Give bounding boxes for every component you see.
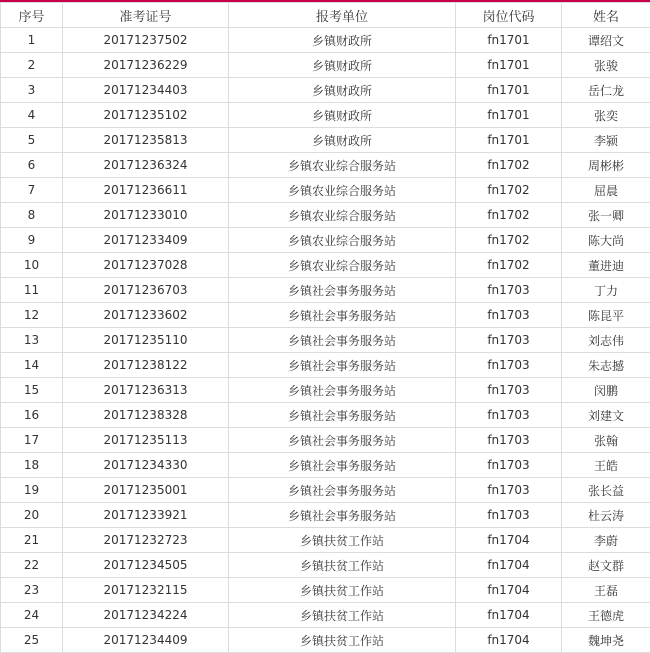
cell-unit: 乡镇社会事务服务站 (229, 278, 456, 303)
cell-seq: 13 (1, 328, 63, 353)
cell-ticket-number: 20171235102 (63, 103, 229, 128)
cell-ticket-number: 20171232723 (63, 528, 229, 553)
cell-ticket-number: 20171233010 (63, 203, 229, 228)
cell-seq: 25 (1, 628, 63, 653)
cell-position-code: fn1703 (456, 478, 562, 503)
cell-seq: 12 (1, 303, 63, 328)
cell-unit: 乡镇社会事务服务站 (229, 503, 456, 528)
cell-seq: 8 (1, 203, 63, 228)
cell-unit: 乡镇扶贫工作站 (229, 578, 456, 603)
cell-position-code: fn1702 (456, 153, 562, 178)
cell-name: 闵鹏 (562, 378, 650, 403)
cell-position-code: fn1701 (456, 128, 562, 153)
cell-ticket-number: 20171236703 (63, 278, 229, 303)
cell-unit: 乡镇社会事务服务站 (229, 428, 456, 453)
cell-position-code: fn1703 (456, 503, 562, 528)
cell-ticket-number: 20171234403 (63, 78, 229, 103)
cell-position-code: fn1702 (456, 253, 562, 278)
cell-seq: 2 (1, 53, 63, 78)
table-row (1, 378, 650, 403)
table-row (1, 278, 650, 303)
table-row (1, 328, 650, 353)
cell-ticket-number: 20171236313 (63, 378, 229, 403)
cell-ticket-number: 20171238328 (63, 403, 229, 428)
cell-ticket-number: 20171234505 (63, 553, 229, 578)
cell-unit: 乡镇财政所 (229, 128, 456, 153)
cell-position-code: fn1703 (456, 453, 562, 478)
column-header-name: 姓名 (562, 3, 650, 28)
cell-unit: 乡镇社会事务服务站 (229, 378, 456, 403)
table-body (1, 28, 650, 653)
table-header (1, 3, 650, 28)
cell-ticket-number: 20171234330 (63, 453, 229, 478)
cell-unit: 乡镇农业综合服务站 (229, 253, 456, 278)
cell-position-code: fn1704 (456, 553, 562, 578)
cell-name: 杜云涛 (562, 503, 650, 528)
cell-name: 张骏 (562, 53, 650, 78)
table-row (1, 128, 650, 153)
cell-unit: 乡镇农业综合服务站 (229, 203, 456, 228)
cell-position-code: fn1704 (456, 528, 562, 553)
cell-unit: 乡镇财政所 (229, 28, 456, 53)
cell-name: 赵文群 (562, 553, 650, 578)
cell-name: 岳仁龙 (562, 78, 650, 103)
cell-name: 王德虎 (562, 603, 650, 628)
cell-position-code: fn1703 (456, 328, 562, 353)
cell-seq: 11 (1, 278, 63, 303)
cell-unit: 乡镇财政所 (229, 53, 456, 78)
table-row (1, 353, 650, 378)
column-header-seq: 序号 (1, 3, 63, 28)
cell-ticket-number: 20171237028 (63, 253, 229, 278)
table-row (1, 528, 650, 553)
cell-unit: 乡镇扶贫工作站 (229, 628, 456, 653)
cell-unit: 乡镇扶贫工作站 (229, 553, 456, 578)
cell-unit: 乡镇社会事务服务站 (229, 478, 456, 503)
cell-name: 朱志撼 (562, 353, 650, 378)
cell-name: 陈大尚 (562, 228, 650, 253)
cell-seq: 4 (1, 103, 63, 128)
cell-ticket-number: 20171237502 (63, 28, 229, 53)
cell-ticket-number: 20171234224 (63, 603, 229, 628)
table-row (1, 153, 650, 178)
cell-seq: 24 (1, 603, 63, 628)
table-row (1, 53, 650, 78)
cell-position-code: fn1702 (456, 203, 562, 228)
cell-unit: 乡镇农业综合服务站 (229, 228, 456, 253)
table-row (1, 253, 650, 278)
cell-name: 李颍 (562, 128, 650, 153)
cell-name: 王磊 (562, 578, 650, 603)
table-row (1, 578, 650, 603)
cell-unit: 乡镇社会事务服务站 (229, 353, 456, 378)
cell-name: 屈晨 (562, 178, 650, 203)
cell-position-code: fn1703 (456, 353, 562, 378)
admission-results-table (0, 2, 650, 653)
cell-unit: 乡镇社会事务服务站 (229, 453, 456, 478)
cell-seq: 17 (1, 428, 63, 453)
cell-ticket-number: 20171236324 (63, 153, 229, 178)
cell-unit: 乡镇扶贫工作站 (229, 603, 456, 628)
cell-position-code: fn1701 (456, 53, 562, 78)
cell-name: 李蔚 (562, 528, 650, 553)
table-row (1, 28, 650, 53)
table-row (1, 503, 650, 528)
table-row (1, 628, 650, 653)
cell-seq: 5 (1, 128, 63, 153)
table-row (1, 203, 650, 228)
cell-seq: 1 (1, 28, 63, 53)
cell-seq: 23 (1, 578, 63, 603)
cell-ticket-number: 20171233921 (63, 503, 229, 528)
cell-name: 刘建文 (562, 403, 650, 428)
cell-ticket-number: 20171232115 (63, 578, 229, 603)
table-row (1, 553, 650, 578)
cell-name: 张一卿 (562, 203, 650, 228)
cell-seq: 20 (1, 503, 63, 528)
cell-unit: 乡镇社会事务服务站 (229, 328, 456, 353)
cell-ticket-number: 20171234409 (63, 628, 229, 653)
column-header-ticket-number: 准考证号 (63, 3, 229, 28)
table-row (1, 403, 650, 428)
cell-name: 张长益 (562, 478, 650, 503)
cell-seq: 9 (1, 228, 63, 253)
cell-seq: 6 (1, 153, 63, 178)
cell-name: 张翰 (562, 428, 650, 453)
cell-ticket-number: 20171238122 (63, 353, 229, 378)
cell-name: 王皓 (562, 453, 650, 478)
cell-position-code: fn1703 (456, 403, 562, 428)
cell-seq: 14 (1, 353, 63, 378)
cell-name: 魏坤尧 (562, 628, 650, 653)
cell-name: 周彬彬 (562, 153, 650, 178)
cell-ticket-number: 20171233602 (63, 303, 229, 328)
table-row (1, 603, 650, 628)
cell-seq: 21 (1, 528, 63, 553)
cell-ticket-number: 20171235813 (63, 128, 229, 153)
column-header-unit: 报考单位 (229, 3, 456, 28)
cell-position-code: fn1703 (456, 303, 562, 328)
cell-unit: 乡镇财政所 (229, 103, 456, 128)
cell-position-code: fn1704 (456, 578, 562, 603)
cell-position-code: fn1701 (456, 103, 562, 128)
table-row (1, 428, 650, 453)
cell-name: 丁力 (562, 278, 650, 303)
cell-position-code: fn1703 (456, 278, 562, 303)
cell-position-code: fn1702 (456, 178, 562, 203)
column-header-position-code: 岗位代码 (456, 3, 562, 28)
cell-unit: 乡镇农业综合服务站 (229, 153, 456, 178)
table-row (1, 303, 650, 328)
cell-position-code: fn1704 (456, 603, 562, 628)
cell-ticket-number: 20171235113 (63, 428, 229, 453)
cell-seq: 7 (1, 178, 63, 203)
cell-seq: 16 (1, 403, 63, 428)
cell-name: 谭绍文 (562, 28, 650, 53)
cell-position-code: fn1702 (456, 228, 562, 253)
header-row (1, 3, 650, 28)
cell-unit: 乡镇社会事务服务站 (229, 303, 456, 328)
cell-name: 陈昆平 (562, 303, 650, 328)
cell-ticket-number: 20171235110 (63, 328, 229, 353)
cell-name: 董进迪 (562, 253, 650, 278)
table-row (1, 228, 650, 253)
cell-position-code: fn1704 (456, 628, 562, 653)
cell-position-code: fn1703 (456, 378, 562, 403)
cell-name: 刘志伟 (562, 328, 650, 353)
cell-seq: 19 (1, 478, 63, 503)
cell-seq: 15 (1, 378, 63, 403)
cell-ticket-number: 20171233409 (63, 228, 229, 253)
cell-position-code: fn1703 (456, 428, 562, 453)
cell-position-code: fn1701 (456, 28, 562, 53)
cell-ticket-number: 20171236611 (63, 178, 229, 203)
table-row (1, 178, 650, 203)
cell-seq: 10 (1, 253, 63, 278)
cell-seq: 3 (1, 78, 63, 103)
table-row (1, 478, 650, 503)
cell-unit: 乡镇农业综合服务站 (229, 178, 456, 203)
cell-unit: 乡镇扶贫工作站 (229, 528, 456, 553)
cell-position-code: fn1701 (456, 78, 562, 103)
cell-ticket-number: 20171235001 (63, 478, 229, 503)
table-row (1, 453, 650, 478)
table-row (1, 78, 650, 103)
cell-seq: 22 (1, 553, 63, 578)
cell-name: 张奕 (562, 103, 650, 128)
cell-seq: 18 (1, 453, 63, 478)
cell-unit: 乡镇财政所 (229, 78, 456, 103)
table-row (1, 103, 650, 128)
cell-unit: 乡镇社会事务服务站 (229, 403, 456, 428)
cell-ticket-number: 20171236229 (63, 53, 229, 78)
